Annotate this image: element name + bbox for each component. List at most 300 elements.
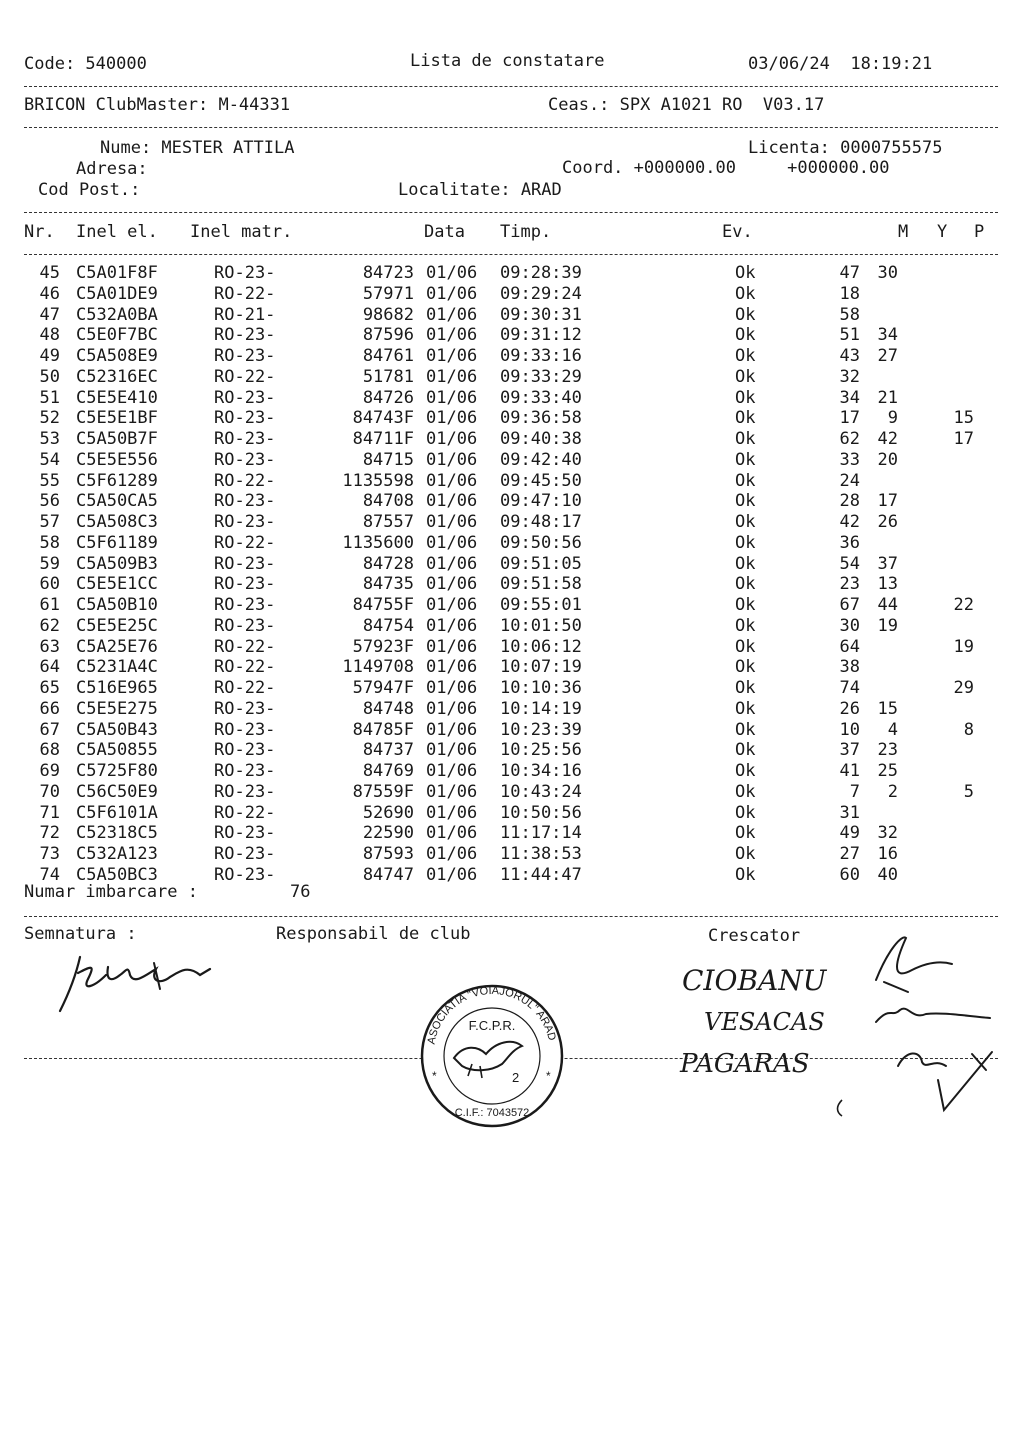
table-row bbox=[0, 699, 1024, 720]
row-number: 54 bbox=[39, 449, 60, 470]
arrival-date: 01/06 bbox=[426, 719, 478, 740]
table-row bbox=[0, 450, 1024, 471]
ring-number: 84761 bbox=[362, 346, 414, 366]
event-status: Ok bbox=[735, 698, 756, 719]
event-status: Ok bbox=[735, 532, 756, 553]
col-nr: Nr. bbox=[24, 222, 55, 242]
ring-number: 57947F bbox=[352, 678, 414, 698]
ring-number: 87557 bbox=[362, 512, 414, 532]
value-m: 47 bbox=[839, 263, 860, 283]
svg-text:*: * bbox=[432, 1069, 437, 1083]
value-m: 24 bbox=[839, 470, 860, 491]
arrival-date: 01/06 bbox=[426, 408, 478, 429]
event-status: Ok bbox=[735, 781, 756, 802]
event-status: Ok bbox=[735, 761, 756, 781]
arrival-date: 01/06 bbox=[426, 325, 478, 346]
value-m: 18 bbox=[839, 283, 860, 304]
row-number: 50 bbox=[39, 366, 60, 387]
table-row bbox=[0, 471, 1024, 492]
address-label: Adresa: bbox=[76, 159, 148, 179]
arrival-date: 01/06 bbox=[426, 366, 478, 387]
chip-id: C5A508C3 bbox=[76, 512, 158, 532]
value-m: 33 bbox=[839, 449, 860, 470]
table-row bbox=[0, 844, 1024, 865]
chip-id: C5A50B10 bbox=[76, 595, 158, 615]
row-number: 63 bbox=[39, 636, 60, 657]
col-timp: Timp. bbox=[500, 222, 552, 242]
col-data: Data bbox=[424, 222, 465, 242]
value-y: 17 bbox=[877, 491, 898, 512]
print-datetime: 03/06/24 18:19:21 bbox=[748, 54, 933, 74]
value-y: 34 bbox=[877, 325, 898, 346]
row-number: 48 bbox=[39, 325, 60, 346]
row-number: 45 bbox=[39, 263, 60, 283]
table-row bbox=[0, 657, 1024, 678]
event-status: Ok bbox=[735, 429, 756, 449]
divider bbox=[24, 212, 998, 213]
value-m: 43 bbox=[839, 346, 860, 366]
locality: Localitate: ARAD bbox=[398, 180, 562, 200]
ring-number: 84723 bbox=[362, 263, 414, 283]
chip-id: C5A01DE9 bbox=[76, 283, 158, 304]
arrival-date: 01/06 bbox=[426, 864, 478, 885]
event-status: Ok bbox=[735, 387, 756, 408]
arrival-date: 01/06 bbox=[426, 304, 478, 325]
arrival-date: 01/06 bbox=[426, 595, 478, 615]
event-status: Ok bbox=[735, 263, 756, 283]
chip-id: C5A509B3 bbox=[76, 553, 158, 574]
stamp-cif: C.I.F.: 7043572 bbox=[454, 1107, 530, 1119]
value-p: 15 bbox=[953, 408, 974, 429]
chip-id: C52316EC bbox=[76, 366, 158, 387]
arrival-time: 09:33:16 bbox=[500, 346, 582, 366]
event-status: Ok bbox=[735, 615, 756, 636]
arrival-date: 01/06 bbox=[426, 491, 478, 512]
ring-prefix: RO-23- bbox=[214, 449, 276, 470]
arrival-time: 09:33:29 bbox=[500, 366, 582, 387]
arrival-time: 09:47:10 bbox=[500, 491, 582, 512]
value-m: 23 bbox=[839, 574, 860, 595]
arrival-date: 01/06 bbox=[426, 802, 478, 823]
row-number: 55 bbox=[39, 470, 60, 491]
value-y: 32 bbox=[877, 823, 898, 844]
event-status: Ok bbox=[735, 657, 756, 678]
arrival-date: 01/06 bbox=[426, 781, 478, 802]
breeder-name-1: CIOBANU bbox=[682, 964, 827, 997]
value-m: 42 bbox=[839, 512, 860, 532]
divider bbox=[24, 916, 998, 917]
association-stamp bbox=[412, 972, 572, 1132]
value-y: 27 bbox=[877, 346, 898, 366]
value-m: 26 bbox=[839, 698, 860, 719]
document-title: Lista de constatare bbox=[410, 51, 605, 71]
ring-prefix: RO-23- bbox=[214, 512, 276, 532]
value-m: 32 bbox=[839, 366, 860, 387]
value-m: 7 bbox=[849, 781, 860, 802]
ring-prefix: RO-23- bbox=[214, 491, 276, 512]
table-row bbox=[0, 429, 1024, 450]
chip-id: C532A0BA bbox=[76, 304, 158, 325]
value-m: 17 bbox=[839, 408, 860, 429]
ring-prefix: RO-22- bbox=[214, 678, 276, 698]
chip-id: C5A01F8F bbox=[76, 263, 158, 283]
value-m: 10 bbox=[839, 719, 860, 740]
value-m: 58 bbox=[839, 304, 860, 325]
value-y: 20 bbox=[877, 449, 898, 470]
divider bbox=[24, 127, 998, 128]
ring-prefix: RO-23- bbox=[214, 740, 276, 761]
row-number: 58 bbox=[39, 532, 60, 553]
chip-id: C5A508E9 bbox=[76, 346, 158, 366]
chip-id: C52318C5 bbox=[76, 823, 158, 844]
event-status: Ok bbox=[735, 553, 756, 574]
event-status: Ok bbox=[735, 470, 756, 491]
arrival-time: 09:51:05 bbox=[500, 553, 582, 574]
ring-number: 98682 bbox=[362, 304, 414, 325]
value-y: 13 bbox=[877, 574, 898, 595]
ring-prefix: RO-23- bbox=[214, 574, 276, 595]
table-row bbox=[0, 761, 1024, 782]
table-row bbox=[0, 678, 1024, 699]
arrival-date: 01/06 bbox=[426, 553, 478, 574]
value-p: 19 bbox=[953, 636, 974, 657]
row-number: 60 bbox=[39, 574, 60, 595]
ring-prefix: RO-22- bbox=[214, 366, 276, 387]
col-ev: Ev. bbox=[722, 222, 753, 242]
ring-number: 22590 bbox=[362, 823, 414, 844]
table-row bbox=[0, 388, 1024, 409]
ring-prefix: RO-23- bbox=[214, 346, 276, 366]
row-number: 72 bbox=[39, 823, 60, 844]
breeder-handwriting bbox=[676, 930, 996, 1130]
table-row bbox=[0, 782, 1024, 803]
chip-id: C532A123 bbox=[76, 844, 158, 864]
value-m: 64 bbox=[839, 636, 860, 657]
table-row bbox=[0, 263, 1024, 284]
event-status: Ok bbox=[735, 366, 756, 387]
event-status: Ok bbox=[735, 304, 756, 325]
ring-number: 51781 bbox=[362, 366, 414, 387]
ring-number: 84785F bbox=[352, 719, 414, 740]
event-status: Ok bbox=[735, 491, 756, 512]
ring-prefix: RO-22- bbox=[214, 657, 276, 678]
arrival-date: 01/06 bbox=[426, 387, 478, 408]
value-m: 37 bbox=[839, 740, 860, 761]
arrival-time: 09:48:17 bbox=[500, 512, 582, 532]
ring-number: 84754 bbox=[362, 615, 414, 636]
ring-number: 84708 bbox=[362, 491, 414, 512]
row-number: 57 bbox=[39, 512, 60, 532]
table-row bbox=[0, 346, 1024, 367]
row-number: 59 bbox=[39, 553, 60, 574]
ring-number: 84747 bbox=[362, 864, 414, 885]
value-y: 21 bbox=[877, 387, 898, 408]
row-number: 51 bbox=[39, 387, 60, 408]
boarding-count: 76 bbox=[290, 882, 311, 902]
row-number: 62 bbox=[39, 615, 60, 636]
value-m: 30 bbox=[839, 615, 860, 636]
value-m: 62 bbox=[839, 429, 860, 449]
clubmaster-id: BRICON ClubMaster: M-44331 bbox=[24, 95, 291, 115]
row-number: 64 bbox=[39, 657, 60, 678]
chip-id: C516E965 bbox=[76, 678, 158, 698]
arrival-time: 11:17:14 bbox=[500, 823, 582, 844]
row-number: 65 bbox=[39, 678, 60, 698]
breeder-name-3: PAGARAS bbox=[680, 1049, 810, 1079]
stamp-inner-text: F.C.P.R. bbox=[468, 1018, 516, 1033]
arrival-date: 01/06 bbox=[426, 740, 478, 761]
ring-number: 84755F bbox=[352, 595, 414, 615]
chip-id: C5725F80 bbox=[76, 761, 158, 781]
ring-prefix: RO-21- bbox=[214, 304, 276, 325]
event-status: Ok bbox=[735, 449, 756, 470]
chip-id: C5A50BC3 bbox=[76, 864, 158, 885]
ring-number: 1135598 bbox=[342, 470, 414, 491]
ring-prefix: RO-23- bbox=[214, 698, 276, 719]
table-row bbox=[0, 533, 1024, 554]
arrival-time: 09:29:24 bbox=[500, 283, 582, 304]
ring-number: 57971 bbox=[362, 283, 414, 304]
event-status: Ok bbox=[735, 325, 756, 346]
arrival-date: 01/06 bbox=[426, 678, 478, 698]
value-m: 41 bbox=[839, 761, 860, 781]
arrival-date: 01/06 bbox=[426, 636, 478, 657]
divider bbox=[24, 254, 998, 255]
chip-id: C5E5E1BF bbox=[76, 408, 158, 429]
table-row bbox=[0, 367, 1024, 388]
value-y: 44 bbox=[877, 595, 898, 615]
arrival-time: 09:55:01 bbox=[500, 595, 582, 615]
arrival-date: 01/06 bbox=[426, 657, 478, 678]
chip-id: C5E5E275 bbox=[76, 698, 158, 719]
value-y: 30 bbox=[877, 263, 898, 283]
svg-text:*: * bbox=[546, 1069, 551, 1083]
value-m: 38 bbox=[839, 657, 860, 678]
value-y: 26 bbox=[877, 512, 898, 532]
table-row bbox=[0, 637, 1024, 658]
chip-id: C5A25E76 bbox=[76, 636, 158, 657]
value-p: 22 bbox=[953, 595, 974, 615]
value-y: 15 bbox=[877, 698, 898, 719]
arrival-time: 10:23:39 bbox=[500, 719, 582, 740]
arrival-time: 09:28:39 bbox=[500, 263, 582, 283]
arrival-time: 11:44:47 bbox=[500, 864, 582, 885]
chip-id: C5231A4C bbox=[76, 657, 158, 678]
event-status: Ok bbox=[735, 512, 756, 532]
col-m: M bbox=[898, 222, 909, 242]
value-p: 29 bbox=[953, 678, 974, 698]
value-y: 42 bbox=[877, 429, 898, 449]
breeder-name-2: VESACAS bbox=[704, 1008, 825, 1036]
value-m: 51 bbox=[839, 325, 860, 346]
row-number: 46 bbox=[39, 283, 60, 304]
ring-number: 1135600 bbox=[342, 532, 414, 553]
code-label: Code: 540000 bbox=[24, 54, 147, 74]
chip-id: C5F61289 bbox=[76, 470, 158, 491]
event-status: Ok bbox=[735, 408, 756, 429]
event-status: Ok bbox=[735, 864, 756, 885]
chip-id: C56C50E9 bbox=[76, 781, 158, 802]
row-number: 49 bbox=[39, 346, 60, 366]
breeder-label: Crescator bbox=[708, 926, 801, 946]
arrival-date: 01/06 bbox=[426, 615, 478, 636]
chip-id: C5F61189 bbox=[76, 532, 158, 553]
ring-prefix: RO-23- bbox=[214, 408, 276, 429]
table-row bbox=[0, 554, 1024, 575]
value-y: 2 bbox=[887, 781, 898, 802]
arrival-time: 09:36:58 bbox=[500, 408, 582, 429]
row-number: 52 bbox=[39, 408, 60, 429]
ring-prefix: RO-23- bbox=[214, 719, 276, 740]
chip-id: C5E5E1CC bbox=[76, 574, 158, 595]
col-inel-el: Inel el. bbox=[76, 222, 158, 242]
value-m: 34 bbox=[839, 387, 860, 408]
ring-prefix: RO-22- bbox=[214, 532, 276, 553]
ring-prefix: RO-23- bbox=[214, 781, 276, 802]
ring-number: 84743F bbox=[352, 408, 414, 429]
row-number: 53 bbox=[39, 429, 60, 449]
arrival-date: 01/06 bbox=[426, 263, 478, 283]
arrival-time: 09:40:38 bbox=[500, 429, 582, 449]
row-number: 66 bbox=[39, 698, 60, 719]
value-y: 25 bbox=[877, 761, 898, 781]
col-inel-matr: Inel matr. bbox=[190, 222, 293, 242]
arrival-date: 01/06 bbox=[426, 761, 478, 781]
table-row bbox=[0, 803, 1024, 824]
arrival-time: 10:14:19 bbox=[500, 698, 582, 719]
row-number: 68 bbox=[39, 740, 60, 761]
value-m: 60 bbox=[839, 864, 860, 885]
arrival-time: 10:25:56 bbox=[500, 740, 582, 761]
chip-id: C5A50855 bbox=[76, 740, 158, 761]
club-signature bbox=[50, 945, 230, 1025]
value-y: 16 bbox=[877, 844, 898, 864]
row-number: 56 bbox=[39, 491, 60, 512]
row-number: 69 bbox=[39, 761, 60, 781]
chip-id: C5E5E410 bbox=[76, 387, 158, 408]
event-status: Ok bbox=[735, 574, 756, 595]
value-m: 49 bbox=[839, 823, 860, 844]
chip-id: C5A50B7F bbox=[76, 429, 158, 449]
ring-prefix: RO-22- bbox=[214, 470, 276, 491]
divider bbox=[24, 86, 998, 87]
arrival-time: 10:34:16 bbox=[500, 761, 582, 781]
ring-prefix: RO-22- bbox=[214, 636, 276, 657]
value-m: 74 bbox=[839, 678, 860, 698]
ring-number: 84735 bbox=[362, 574, 414, 595]
value-m: 36 bbox=[839, 532, 860, 553]
arrival-date: 01/06 bbox=[426, 698, 478, 719]
arrival-time: 10:43:24 bbox=[500, 781, 582, 802]
table-row bbox=[0, 823, 1024, 844]
table-row bbox=[0, 595, 1024, 616]
license-number: Licenta: 0000755575 bbox=[748, 138, 943, 158]
postcode-label: Cod Post.: bbox=[38, 180, 141, 200]
table-row bbox=[0, 512, 1024, 533]
arrival-time: 10:07:19 bbox=[500, 657, 582, 678]
value-m: 31 bbox=[839, 802, 860, 823]
ring-number: 84715 bbox=[362, 449, 414, 470]
chip-id: C5A50B43 bbox=[76, 719, 158, 740]
event-status: Ok bbox=[735, 823, 756, 844]
ring-prefix: RO-23- bbox=[214, 553, 276, 574]
table-row bbox=[0, 720, 1024, 741]
club-responsible-label: Responsabil de club bbox=[276, 924, 471, 944]
arrival-time: 09:33:40 bbox=[500, 387, 582, 408]
ring-number: 84711F bbox=[352, 429, 414, 449]
arrival-time: 11:38:53 bbox=[500, 844, 582, 864]
value-y: 23 bbox=[877, 740, 898, 761]
table-row bbox=[0, 408, 1024, 429]
arrival-time: 09:51:58 bbox=[500, 574, 582, 595]
table-row bbox=[0, 574, 1024, 595]
table-row bbox=[0, 616, 1024, 637]
table-row bbox=[0, 284, 1024, 305]
row-number: 67 bbox=[39, 719, 60, 740]
ring-prefix: RO-23- bbox=[214, 325, 276, 346]
ring-number: 52690 bbox=[362, 802, 414, 823]
table-row bbox=[0, 491, 1024, 512]
arrival-time: 09:45:50 bbox=[500, 470, 582, 491]
event-status: Ok bbox=[735, 740, 756, 761]
ring-number: 84769 bbox=[362, 761, 414, 781]
chip-id: C5E5E25C bbox=[76, 615, 158, 636]
value-m: 27 bbox=[839, 844, 860, 864]
ring-number: 87596 bbox=[362, 325, 414, 346]
event-status: Ok bbox=[735, 719, 756, 740]
row-number: 74 bbox=[39, 864, 60, 885]
ring-prefix: RO-23- bbox=[214, 429, 276, 449]
arrival-date: 01/06 bbox=[426, 823, 478, 844]
ring-number: 57923F bbox=[352, 636, 414, 657]
col-p: P bbox=[974, 222, 985, 242]
arrival-time: 09:42:40 bbox=[500, 449, 582, 470]
event-status: Ok bbox=[735, 844, 756, 864]
ring-prefix: RO-22- bbox=[214, 802, 276, 823]
coordinates: Coord. +000000.00 +000000.00 bbox=[562, 158, 890, 178]
col-y: Y bbox=[937, 222, 948, 242]
arrival-date: 01/06 bbox=[426, 844, 478, 864]
row-number: 47 bbox=[39, 304, 60, 325]
chip-id: C5E5E556 bbox=[76, 449, 158, 470]
event-status: Ok bbox=[735, 283, 756, 304]
ring-number: 87559F bbox=[352, 781, 414, 802]
chip-id: C5E0F7BC bbox=[76, 325, 158, 346]
ring-prefix: RO-23- bbox=[214, 864, 276, 885]
value-p: 17 bbox=[953, 429, 974, 449]
row-number: 61 bbox=[39, 595, 60, 615]
table-row bbox=[0, 325, 1024, 346]
arrival-date: 01/06 bbox=[426, 429, 478, 449]
chip-id: C5A50CA5 bbox=[76, 491, 158, 512]
value-y: 37 bbox=[877, 553, 898, 574]
arrival-time: 09:31:12 bbox=[500, 325, 582, 346]
svg-text:ASOCIATIA "VOIAJORUL" ARAD: ASOCIATIA "VOIAJORUL" ARAD bbox=[425, 984, 558, 1046]
table-row bbox=[0, 740, 1024, 761]
value-y: 9 bbox=[887, 408, 898, 429]
table-row bbox=[0, 305, 1024, 326]
ring-prefix: RO-23- bbox=[214, 263, 276, 283]
arrival-time: 10:01:50 bbox=[500, 615, 582, 636]
ring-number: 84737 bbox=[362, 740, 414, 761]
value-y: 40 bbox=[877, 864, 898, 885]
arrival-time: 10:10:36 bbox=[500, 678, 582, 698]
arrival-date: 01/06 bbox=[426, 574, 478, 595]
ring-number: 87593 bbox=[362, 844, 414, 864]
arrival-time: 09:50:56 bbox=[500, 532, 582, 553]
stamp-number: 2 bbox=[512, 1070, 520, 1085]
boarding-label: Numar imbarcare : bbox=[24, 882, 198, 902]
